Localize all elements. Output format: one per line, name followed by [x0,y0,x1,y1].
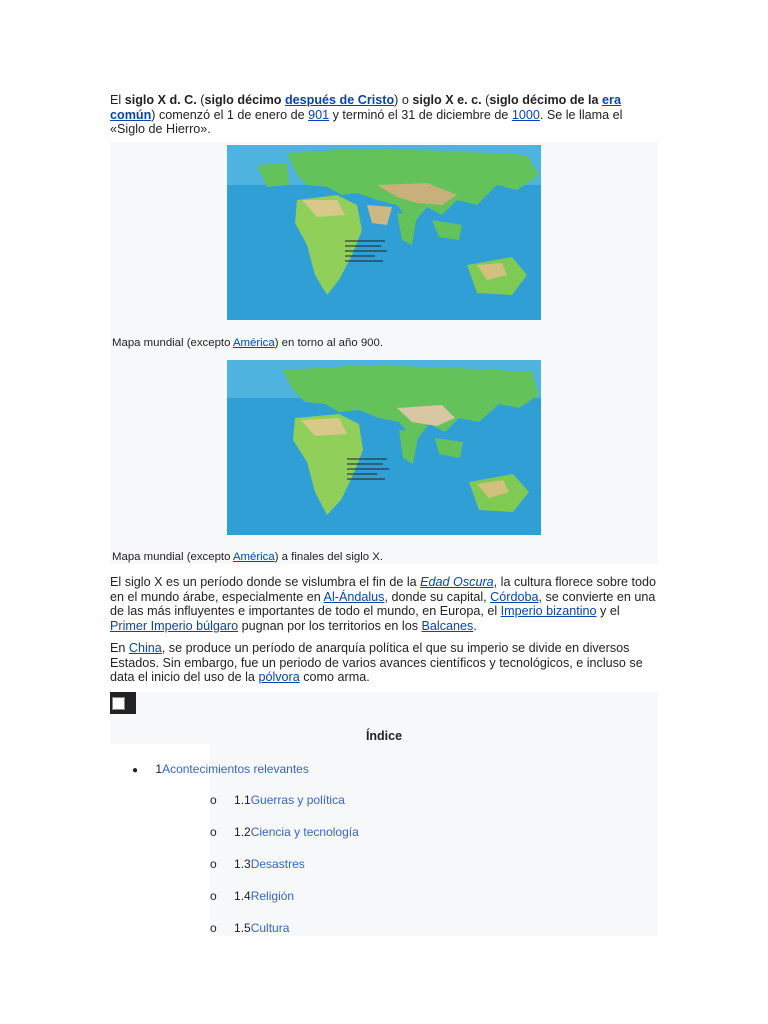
link-america[interactable]: América [232,551,275,563]
toc-link-ciencia[interactable]: Ciencia y tecnología [250,825,359,839]
link-china[interactable]: China [128,641,162,655]
intro-text: ( [196,93,205,107]
intro-text: ) o [394,93,413,107]
bullet-circle-icon: o [210,857,217,871]
toc-link-cultura[interactable]: Cultura [250,921,290,935]
intro-term: siglo décimo [204,93,285,107]
caption-text: ) a finales del siglo X. [274,551,383,563]
caption-text: ) en torno al año 900. [274,337,384,349]
toc-item-1[interactable] [132,762,309,776]
paragraph-text: . [473,618,477,633]
caption-text: Mapa mundial (excepto [112,337,233,349]
bullet-circle-icon: o [210,793,217,807]
toc-link-religion[interactable]: Religión [250,889,295,903]
paragraph-text: El siglo X es un período donde se vislumbra el fin de la [110,575,421,589]
toc-toggle-checkbox-icon[interactable] [112,697,125,710]
toc-number: 1 [155,762,163,776]
toc-number: 1.2 [234,825,251,839]
link-al-andalus[interactable]: Al-Ándalus [323,589,385,604]
toc-toggle-button[interactable] [110,692,136,714]
world-map-900-image[interactable] [227,145,541,320]
link-balcanes[interactable]: Balcanes [421,618,474,633]
intro-text: ) comenzó el 1 de enero de [151,107,309,122]
intro-term-ec: siglo X e. c. [412,93,482,107]
toc-link-desastres[interactable]: Desastres [250,857,305,871]
intro-text: El [110,93,125,107]
paragraph-text: , la cultura florece sobre todo en el mundo árabe, especialmente en [110,575,657,604]
link-edad-oscura[interactable]: Edad Oscura [420,575,494,589]
paragraph-text: En [110,641,129,655]
toc-item-1-3[interactable] [210,857,305,871]
paragraph-text: pugnan por los territorios en los [238,618,422,633]
link-america[interactable]: América [232,337,275,349]
toc-number: 1.3 [234,857,251,871]
intro-text: y terminó el 31 de diciembre de [329,107,512,122]
paragraph-text: como arma. [299,670,370,685]
link-polvora[interactable]: pólvora [258,670,300,685]
toc-item-1-5[interactable] [210,921,289,935]
paragraph-china [110,641,658,685]
world-map-900-drawing [227,145,541,320]
toc-number: 1.5 [234,921,251,935]
toc-title: Índice [365,729,403,743]
link-despues-de-cristo[interactable]: después de Cristo [284,93,395,107]
link-cordoba[interactable]: Córdoba [490,589,539,604]
intro-term: siglo décimo de la [489,93,603,107]
world-map-late-10th-drawing [227,360,541,535]
toc-link-guerras[interactable]: Guerras y política [250,793,345,807]
link-1000[interactable]: 1000 [511,107,540,122]
world-map-late-10th-century-image[interactable] [227,360,541,535]
figure-caption [112,551,383,563]
paragraph-text: , donde su capital, [384,589,491,604]
link-primer-imperio-bulgaro[interactable]: Primer Imperio búlgaro [110,618,239,633]
paragraph-text: , se produce un período de anarquía política el que su imperio se divide en diversos Estados. Sin embargo, fue un periodo de varios avances científicos y tecnológicos, e incluso se data el inicio del uso de la [110,641,643,685]
bullet-circle-icon: o [210,921,217,935]
intro-term-ad: siglo X d. C. [124,93,197,107]
toc-number: 1.4 [234,889,251,903]
intro-text: . Se le llama el «Siglo de Hierro». [110,107,623,137]
figure-caption [112,337,383,349]
toc-item-1-1[interactable] [210,793,345,807]
link-imperio-bizantino[interactable]: Imperio bizantino [500,604,597,619]
toc-item-1-4[interactable] [210,889,294,903]
paragraph-edad-oscura [110,575,658,633]
toc-number: 1.1 [234,793,251,807]
link-era-comun[interactable]: era común [110,93,621,122]
paragraph-text: y el [596,604,620,619]
toc-link-acontecimientos[interactable]: Acontecimientos relevantes [162,762,309,776]
paragraph-text: , se convierte en una de las más influyentes e importantes de todo el mundo, en Europa, el [110,589,656,619]
link-901[interactable]: 901 [308,107,330,122]
caption-text: Mapa mundial (excepto [112,551,233,563]
bullet-circle-icon: o [210,889,217,903]
intro-text: ( [481,93,490,107]
toc-item-1-2[interactable] [210,825,359,839]
intro-paragraph [110,93,658,137]
bullet-circle-icon: o [210,825,217,839]
bullet-disc-icon: ● [132,765,139,776]
